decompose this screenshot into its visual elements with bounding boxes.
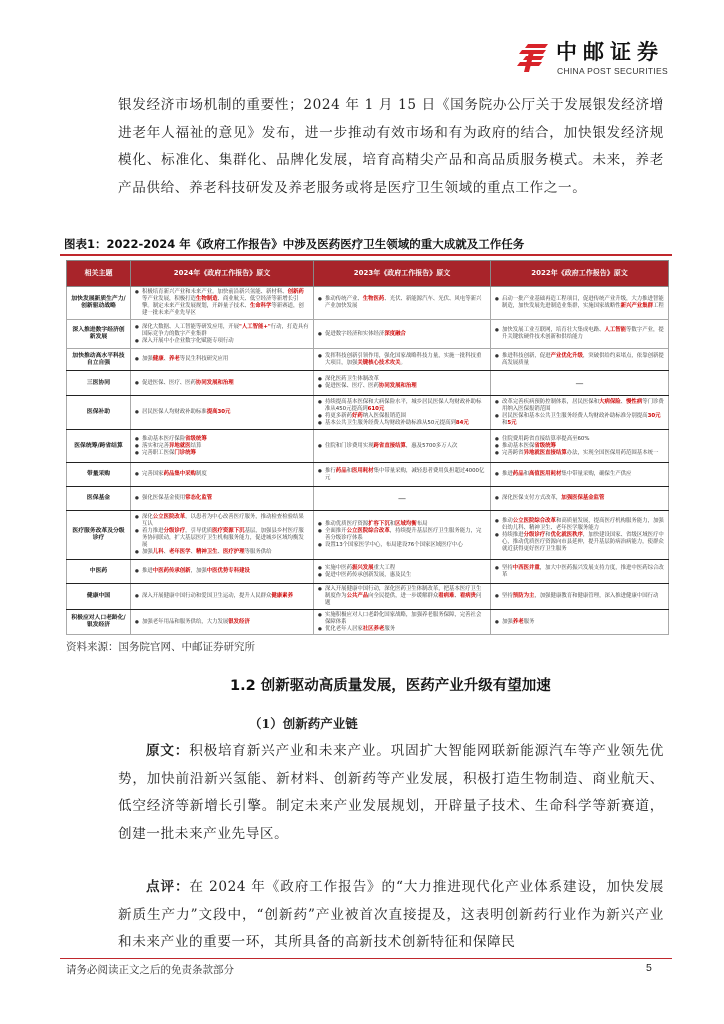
cell-2023 xyxy=(314,396,491,430)
bullet-item xyxy=(318,521,486,528)
bullet-item xyxy=(135,450,309,457)
cell-text: ，加强 xyxy=(190,568,207,574)
highlight-text: 中西医并重 xyxy=(512,564,540,571)
original-text: 积极培育新兴产业和未来产业。巩固扩大智能网联新能源汽车等产业领先优势，加快前沿新兴氢能、新材料、创新药等产业发展，积极打造生物制造、商业航天、低空经济等新增长引擎。制定未来产业发展规划，开辟量子技术、生命科学等新赛道，创建一批未来产业先导区。 xyxy=(118,743,664,842)
row-theme: 加快推动高水平科技自立自强 xyxy=(67,349,131,371)
figure-source: 资料来源：国务院官网、中邮证券研究所 xyxy=(66,641,255,653)
highlight-text: 分级诊疗 xyxy=(523,531,546,538)
cell-text: 。 xyxy=(400,359,406,366)
cell-2022 xyxy=(491,487,669,511)
cell-text: 服务 xyxy=(523,618,535,625)
cell-2022 xyxy=(491,396,669,430)
subsection-heading: （1）创新药产业链 xyxy=(249,716,358,731)
bullet-item xyxy=(318,565,486,572)
cell-2023 xyxy=(314,610,491,635)
table-row xyxy=(67,396,669,430)
table-row xyxy=(67,463,669,487)
cell-2022 xyxy=(491,430,669,463)
highlight-text: 医用耗材 xyxy=(352,467,374,474)
cell-text: 和 xyxy=(389,521,396,527)
cell-text: 等数字产业，提升关键软硬件技术创新和供给能力 xyxy=(502,327,664,340)
section-heading: 1.2 创新驱动高质量发展，医药产业升级有望加速 xyxy=(230,678,551,694)
row-theme: 健康中国 xyxy=(67,584,131,610)
cell-text: 落实和完善 xyxy=(142,442,169,449)
highlight-text: 公立医院综合改革 xyxy=(346,528,390,534)
highlight-text: 医疗资源下沉 xyxy=(212,528,245,534)
bullet-item xyxy=(318,296,486,310)
cell-text: 深入开展中小企业数字化赋能专项行动 xyxy=(142,337,234,344)
highlight-text: 省级统筹 xyxy=(534,442,556,449)
cell-text: 等民生科技研究应用 xyxy=(179,356,229,362)
cell-2022: — xyxy=(491,371,669,396)
highlight-text: 84元 xyxy=(455,419,469,426)
row-theme: 医保补助 xyxy=(67,396,131,430)
page-number: 5 xyxy=(646,962,652,974)
cell-text: 深化医药卫生体制改革 xyxy=(325,376,379,382)
cell-text: 等新赛道，创建一批未来产业先导区 xyxy=(142,303,304,316)
cell-text: 居民医保和基本公共卫生服务经费人均财政补助标准分别提高 xyxy=(502,412,648,419)
cell-text: 持续推进 xyxy=(502,531,524,538)
cell-2024 xyxy=(131,487,314,511)
cell-text: 住院费用跨省直接结算率提高至60% xyxy=(502,435,590,442)
table-row xyxy=(67,511,669,560)
cell-text: 完善国家 xyxy=(142,471,164,477)
cell-text: 设置13个国家医学中心，布局建设76个国家区域医疗中心 xyxy=(325,542,463,548)
highlight-text: 医疗护理 xyxy=(222,549,245,555)
bullet-item xyxy=(135,436,309,443)
cell-text: 推进科技创新，促进 xyxy=(502,352,551,359)
highlight-text: 慢性病 xyxy=(626,398,643,405)
highlight-text: 精神卫生 xyxy=(195,549,218,555)
cell-text: ，以患者为中心改善医疗服务，推动检查检验结果互认 xyxy=(142,514,304,527)
cell-text: 促进医保、医疗、医药 xyxy=(142,379,196,386)
cell-text: 布局 xyxy=(416,521,428,527)
cell-text: 将更多新药 xyxy=(325,412,352,419)
highlight-text: 人工智能 xyxy=(604,327,627,333)
cell-2023 xyxy=(314,584,491,610)
table-row xyxy=(67,610,669,635)
cell-text: 和 xyxy=(346,467,352,474)
row-theme: 医保统筹/跨省结算 xyxy=(67,430,131,463)
highlight-text: 中医优势专科建设 xyxy=(206,568,250,574)
table-row xyxy=(67,287,669,320)
cell-text: 深化大数据、人工智能等研发应用，开展 xyxy=(142,323,240,330)
highlight-text: 产业优化升级 xyxy=(550,352,583,359)
table-row xyxy=(67,560,669,584)
highlight-text: 跨省直接结算 xyxy=(373,442,406,449)
highlight-text: 关键核心技术攻关 xyxy=(357,359,401,366)
cell-text: 启动一批产业基础再造工程项目，促进传统产业升级，大力推进智能制造，加快发展先进制造业集群，实施国家战略性 xyxy=(502,296,664,309)
bullet-item xyxy=(135,495,309,502)
bullet-item xyxy=(318,331,486,338)
bullet-item xyxy=(495,399,664,413)
cell-text: 和 xyxy=(502,419,508,426)
bullet-item xyxy=(495,471,664,478)
cell-text: 、 xyxy=(163,549,169,555)
cell-text: 优化老年人居家 xyxy=(325,625,363,632)
highlight-text: 好药 xyxy=(351,412,363,419)
highlight-text: 高值医用耗材 xyxy=(529,471,562,477)
cell-text: 、 xyxy=(217,549,223,555)
cell-2024 xyxy=(131,560,314,584)
cell-text: 推行 xyxy=(325,467,336,474)
highlight-text: 提高30元 xyxy=(206,409,231,415)
bullet-item xyxy=(135,568,309,575)
cell-text: ，加强健康教育和健康管理，深入推进健康中国行动 xyxy=(534,593,659,599)
bullet-item xyxy=(318,420,486,427)
cell-text: 推动优质医疗资源 xyxy=(325,521,369,527)
logo-chinese: 中邮证券 xyxy=(556,40,664,64)
bullet-item xyxy=(495,495,664,502)
bullet-item xyxy=(135,380,309,387)
intro-paragraph: 银发经济市场机制的重要性；2024 年 1 月 15 日《国务院办公厅关于发展银发经济增进老年人福祉的意见》发布，进一步推动有效市场和有为政府的结合，加快银发经济规模化、标准化、集群化、品牌化发展，培育高精尖产品和高品质服务模式。未来，养老产品供给、养老科技研发及养老服务或将是医疗卫生领域的重点工作之一。 xyxy=(118,97,664,196)
bullet-item xyxy=(135,471,309,478)
table-row xyxy=(67,320,669,349)
highlight-text: 养老 xyxy=(169,356,180,362)
highlight-text: 协同发展和治理 xyxy=(378,383,417,389)
table-row xyxy=(67,584,669,610)
cell-text: 深入开展健康中国行动，深化医药卫生体制改革，把基本医疗卫生制度作为 xyxy=(325,586,482,599)
cell-text: 、 xyxy=(190,549,196,555)
cell-text: 推动传统产业、 xyxy=(325,296,363,302)
cell-text: 、光伏、新能源汽车、光伏、风电等新兴产业加快发展 xyxy=(325,296,482,309)
cell-text: 行动，打造具有国际竞争力的数字产业集群 xyxy=(142,323,309,337)
highlight-text: 药品集中采购 xyxy=(163,471,196,477)
comment-paragraph xyxy=(118,874,664,957)
bullet-item xyxy=(495,413,664,427)
cell-text: 改革完善疾病预防控制体系，居民医保和 xyxy=(502,398,600,405)
cell-text: 向全民提供，进一步缓解群众 xyxy=(368,593,439,599)
cell-2023 xyxy=(314,560,491,584)
cell-text: 积极培育新兴产业和未来产业。加快前沿新兴氢能、新材料、 xyxy=(142,289,288,295)
original-paragraph xyxy=(118,738,664,848)
cell-text: 促进医保、医疗、医药 xyxy=(325,383,379,389)
highlight-text: 药品 xyxy=(335,467,347,474)
bullet-item xyxy=(495,443,664,450)
highlight-text: 老年医学 xyxy=(169,549,191,555)
bullet-item xyxy=(318,572,486,579)
table-row xyxy=(67,487,669,511)
logo-english: CHINA POST SECURITIES xyxy=(557,66,668,76)
cell-text: 基层，加强县乡村医疗服务协同联动，扩大基层医疗卫生机构服务能力，促进城乡区域均衡发展 xyxy=(142,528,304,548)
row-theme: 医疗服务改革及分级诊疗 xyxy=(67,511,131,560)
row-theme: 中医药 xyxy=(67,560,131,584)
highlight-text: 生物医药 xyxy=(362,296,385,302)
highlight-text: 扩容下沉 xyxy=(368,521,390,527)
highlight-text: 药品 xyxy=(512,471,524,477)
cell-text: 加强 xyxy=(502,618,513,625)
bullet-item xyxy=(318,626,486,633)
cell-text: 制度 xyxy=(195,471,207,477)
cell-text: 工程 xyxy=(652,303,664,309)
bullet-item xyxy=(318,376,486,383)
cell-2024 xyxy=(131,610,314,635)
bullet-item xyxy=(318,353,486,367)
bullet-item xyxy=(318,542,486,549)
bullet-item xyxy=(135,409,309,416)
cell-text: 集中带量采购，确保生产供应 xyxy=(561,471,632,477)
company-logo xyxy=(516,40,696,78)
table-header-row xyxy=(67,261,669,287)
cell-2024 xyxy=(131,349,314,371)
cell-text: 强化医保基金使用 xyxy=(142,495,186,501)
cell-text: 完善跨省 xyxy=(502,449,524,456)
highlight-text: 中医药传承创新 xyxy=(152,568,191,574)
highlight-text: 610元 xyxy=(367,405,385,412)
cell-text: ，突破供给约束堵点，依靠创新提高发展质量 xyxy=(502,352,664,366)
row-theme: 深入推进数字经济创新发展 xyxy=(67,320,131,349)
footer-divider xyxy=(60,958,672,959)
highlight-text: 分级诊疗 xyxy=(163,528,186,534)
cell-text: 持续提高基本医保和大病保险水平，城乡居民医保人均财政补助标准从450元提高到 xyxy=(325,398,482,412)
cell-text: 、 xyxy=(620,398,627,405)
highlight-text: 看病贵 xyxy=(459,593,477,599)
highlight-text: 预防为主 xyxy=(512,593,535,599)
cell-text: 纳入医保报销范围 xyxy=(362,412,406,419)
cell-text: 坚持 xyxy=(502,564,513,571)
header-2022: 2022年《政府工作报告》原文 xyxy=(491,261,669,287)
highlight-text: 优化就医秩序 xyxy=(550,531,583,538)
highlight-text: 公立医院综合改革 xyxy=(512,517,556,524)
bullet-item xyxy=(318,612,486,626)
cell-text: 完善职工医保 xyxy=(142,449,175,456)
bullet-item xyxy=(135,289,309,317)
bullet-item xyxy=(318,468,486,482)
bullet-item xyxy=(135,549,309,556)
highlight-text: 生物制造 xyxy=(195,296,218,302)
cell-2023 xyxy=(314,287,491,320)
bullet-item xyxy=(495,450,664,457)
highlight-text: 深度融合 xyxy=(384,330,406,337)
bullet-item xyxy=(135,619,309,626)
cell-2024 xyxy=(131,463,314,487)
cell-text: 等产业发展，积极打造 xyxy=(142,296,196,302)
cell-text: 加强 xyxy=(142,356,153,362)
footer-disclaimer: 请务必阅读正文之后的免责条款部分 xyxy=(66,964,234,976)
comment-label: 点评： xyxy=(146,879,190,895)
cell-2022 xyxy=(491,320,669,349)
highlight-text: 公共产品 xyxy=(346,593,369,599)
cell-text: 推动基本医疗保险 xyxy=(142,435,186,442)
bullet-item xyxy=(135,514,309,528)
cell-text: 集中带量采购，减轻患者费用负担超过4000亿元 xyxy=(325,467,485,481)
bullet-item xyxy=(318,586,486,607)
cell-2023 xyxy=(314,349,491,371)
highlight-text: 5元 xyxy=(507,419,517,426)
cell-2024 xyxy=(131,371,314,396)
highlight-text: 健康 xyxy=(152,356,164,362)
cell-2022 xyxy=(491,584,669,610)
cell-2023 xyxy=(314,511,491,560)
highlight-text: 儿科 xyxy=(152,549,164,555)
highlight-text: 加强医保基金监管 xyxy=(561,495,605,501)
cell-text: 、 xyxy=(163,356,169,362)
cell-text: 服务 xyxy=(384,625,396,632)
bullet-item xyxy=(135,593,309,600)
cell-2022 xyxy=(491,287,669,320)
cell-text: 和高质量发展，提高医疗机构服务能力，加强妇幼儿科、精神卫生、老年医学服务能力 xyxy=(502,517,664,531)
highlight-text: 大病保险 xyxy=(599,398,621,405)
cell-text: 推动基本医保 xyxy=(502,442,535,449)
cell-2024 xyxy=(131,320,314,349)
cell-text: 深化 xyxy=(142,514,153,520)
comment-text: 在 2024 年《政府工作报告》的“大力推进现代化产业体系建设，加快发展新质生产力”文段中，“创新药”产业被首次直接提及，这表明创新药行业作为新兴产业和未来产业的重要一环，其所具备的高新技术创新特征和保障民 xyxy=(118,879,664,950)
cell-text: 全面推开 xyxy=(325,528,347,534)
bullet-item xyxy=(495,296,664,310)
table-row xyxy=(67,430,669,463)
bullet-item xyxy=(135,324,309,338)
cell-text: 加强老年用品和服务供给，大力发展 xyxy=(142,618,229,625)
cell-2024 xyxy=(131,396,314,430)
header-2023: 2023年《政府工作报告》原文 xyxy=(314,261,491,287)
highlight-text: 创新药 xyxy=(287,289,304,295)
highlight-text: 30元 xyxy=(647,412,661,419)
bullet-item xyxy=(318,383,486,390)
cell-text: ，加大中医药振兴发展支持力度，推进中医药综合改革 xyxy=(502,564,664,578)
highlight-text: 异地就医直接结算 xyxy=(523,449,567,456)
cell-2022 xyxy=(491,511,669,560)
cell-text: 等服务供给 xyxy=(244,549,272,555)
cell-2024 xyxy=(131,287,314,320)
cell-text: 深化医保支付方式改革， xyxy=(502,495,562,501)
cell-2022 xyxy=(491,463,669,487)
bullet-item xyxy=(318,528,486,542)
bullet-item xyxy=(318,413,486,420)
highlight-text: 银发经济 xyxy=(228,618,250,625)
bullet-item xyxy=(495,565,664,579)
cell-text: 发挥科技创新引领作用，强化国家战略科技力量，实施一批科技重大项目，加强 xyxy=(325,352,482,366)
bullet-item xyxy=(318,399,486,413)
cell-text: 办法，实现全国医保用药范围基本统一 xyxy=(566,449,659,456)
cell-2024 xyxy=(131,584,314,610)
cell-text: 加快发展工业互联网，培育壮大集成电路、 xyxy=(502,327,605,333)
cell-text: 、商业航天、低空经济等新增长引擎。制定未来产业发展规划，开辟量子技术、 xyxy=(142,296,299,309)
original-label: 原文： xyxy=(146,743,190,759)
bullet-item xyxy=(495,532,664,553)
policy-comparison-table xyxy=(66,260,669,635)
row-theme: 三医协同 xyxy=(67,371,131,396)
cell-text: 推进 xyxy=(142,568,153,574)
cell-text: ，加快建设国家、省级区域医疗中心，推动优质医疗资源向市县延伸，提升基层防病治病能力，使群众就近获得更好医疗卫生服务 xyxy=(502,531,664,552)
row-theme: 带量采购 xyxy=(67,463,131,487)
figure-title: 图表1：2022-2024 年《政府工作报告》中涉及医药医疗卫生领域的重大成就及工作任务 xyxy=(60,234,672,256)
cell-2024 xyxy=(131,430,314,463)
cell-text: 实施中医药 xyxy=(325,564,352,571)
cell-2023 xyxy=(314,320,491,349)
cell-2022 xyxy=(491,560,669,584)
cell-text: 促进数字经济和实体经济 xyxy=(325,330,385,337)
cell-2024 xyxy=(131,511,314,560)
cell-text: 深入开展健康中国行动和爱国卫生运动，提升人民群众 xyxy=(142,593,272,599)
cell-text: 推动 xyxy=(502,517,513,524)
cell-2023 xyxy=(314,371,491,396)
bullet-item xyxy=(495,619,664,626)
cell-text: ，持续提升基层医疗卫生服务能力，完善分级诊疗体系 xyxy=(325,528,482,541)
highlight-text: 门诊统筹 xyxy=(174,449,196,456)
table-row xyxy=(67,371,669,396)
cell-text: 、 xyxy=(454,593,460,599)
figure xyxy=(60,234,672,654)
highlight-text: 养老 xyxy=(512,618,524,625)
cell-2023: — xyxy=(314,487,491,511)
row-theme: 加快发展新质生产力/创新驱动战略 xyxy=(67,287,131,320)
header-theme: 相关主题 xyxy=(67,261,131,287)
cell-text: 住院和门诊费用实现 xyxy=(325,442,374,449)
bullet-item xyxy=(495,518,664,532)
cell-text: ，惠及5700多万人次 xyxy=(405,442,458,449)
cell-text: 结算 xyxy=(190,442,202,449)
bullet-item xyxy=(495,327,664,341)
cell-text: 基本公共卫生服务经费人均财政补助标准从50元提高到 xyxy=(325,419,456,426)
cell-2022 xyxy=(491,349,669,371)
cell-text: 和 xyxy=(523,471,529,477)
header-2024: 2024年《政府工作报告》原文 xyxy=(131,261,314,287)
highlight-text: 新兴产业集群 xyxy=(620,303,653,309)
highlight-text: 振兴发展 xyxy=(351,564,374,571)
cell-2022 xyxy=(491,610,669,635)
cell-2023 xyxy=(314,463,491,487)
highlight-text: 社区养老 xyxy=(362,625,385,632)
cell-text: 等门诊费用纳入医保报销范围 xyxy=(502,398,664,412)
row-theme: 积极应对人口老龄化/银发经济 xyxy=(67,610,131,635)
cell-text: 实施积极应对人口老龄化国家战略，加强养老服务保障，完善社会保障体系 xyxy=(325,611,482,625)
cell-text: ，引导优质 xyxy=(185,528,213,534)
highlight-text: 常态化监管 xyxy=(185,495,213,501)
highlight-text: 看病难 xyxy=(438,593,455,599)
bullet-item xyxy=(135,356,309,363)
table-row xyxy=(67,349,669,371)
cell-text: 居民医保人均财政补助标准 xyxy=(142,409,207,415)
cell-text: 问题 xyxy=(325,593,482,606)
cell-text: 坚持 xyxy=(502,593,513,599)
bullet-item xyxy=(495,353,664,367)
bullet-item xyxy=(135,443,309,450)
bullet-item xyxy=(318,443,486,450)
cell-text: 和 xyxy=(545,531,551,538)
highlight-text: 省级统筹 xyxy=(185,435,207,442)
highlight-text: "人工智能+" xyxy=(239,323,271,330)
bullet-item xyxy=(135,528,309,549)
highlight-text: 生命科学 xyxy=(249,303,272,309)
cell-text: 促进中医药传承创新发展，惠及民生 xyxy=(325,571,412,578)
highlight-text: 健康素养 xyxy=(271,593,293,599)
cell-text: 加强 xyxy=(142,549,153,555)
china-post-logo-icon xyxy=(516,42,550,74)
highlight-text: 协同发展和治理 xyxy=(195,379,234,386)
highlight-text: 公立医院改革 xyxy=(152,514,186,520)
row-theme: 医保基金 xyxy=(67,487,131,511)
cell-text: 着力推进 xyxy=(142,528,164,534)
cell-text: 重大工程 xyxy=(373,564,396,571)
highlight-text: 区域均衡 xyxy=(395,521,417,527)
bullet-item xyxy=(135,338,309,345)
bullet-item xyxy=(495,436,664,443)
bullet-item xyxy=(495,593,664,600)
highlight-text: 异地就医 xyxy=(168,442,191,449)
cell-2023 xyxy=(314,430,491,463)
cell-text: 推进 xyxy=(502,471,513,477)
